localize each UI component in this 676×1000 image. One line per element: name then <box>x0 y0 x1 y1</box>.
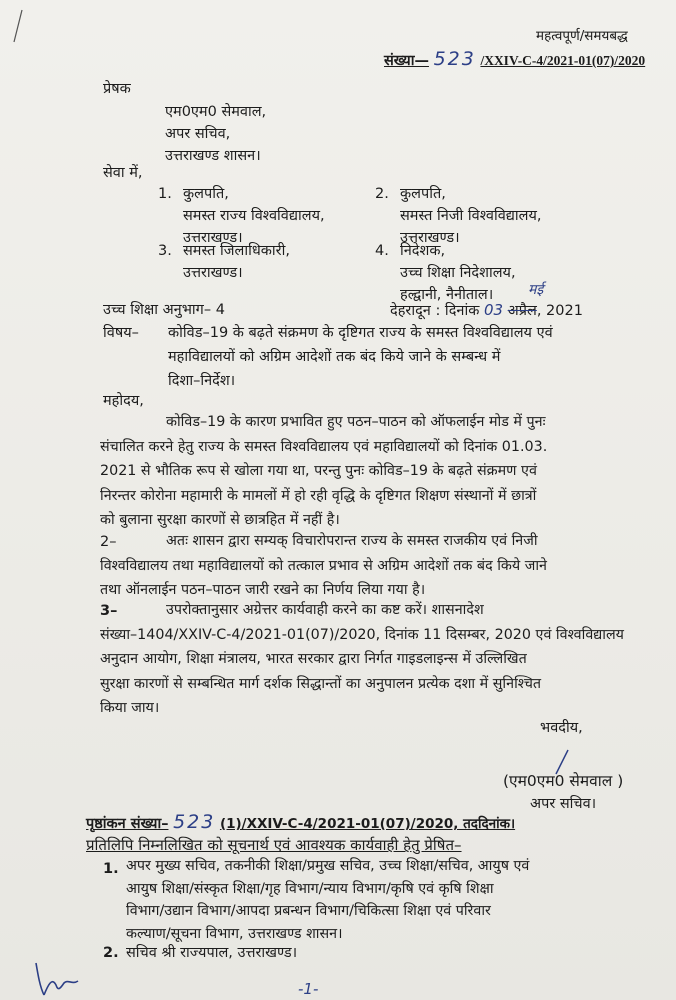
pen-stroke-mark <box>8 8 28 44</box>
recipient-1-line2: समस्त राज्य विश्वविद्यालय, <box>183 208 325 224</box>
para3-line: अनुदान आयोग, शिक्षा मंत्रालय, भारत सरकार द्वारा निर्गत गाइडलाइन्स में उल्लिखित <box>100 651 527 667</box>
para2-line: विश्वविद्यालय तथा महाविद्यालयों को तत्काल प्रभाव से अग्रिम आदेशों तक बंद किये जाने <box>100 557 547 574</box>
reference-line <box>384 50 645 70</box>
recipient-1-line1: कुलपति, <box>183 186 229 202</box>
endorsement-number-handwritten: 523 <box>173 811 216 833</box>
recipient-2-num: 2. <box>375 186 389 202</box>
endorsement-item-1-line: आयुष शिक्षा/संस्कृत शिक्षा/गृह विभाग/न्याय विभाग/कृषि एवं कृषि शिक्षा <box>126 880 494 897</box>
subject-line-1: कोविड–19 के बढ़ते संक्रमण के दृष्टिगत राज्य के समस्त विश्वविद्यालय एवं <box>168 325 553 341</box>
ref-label: संख्या— <box>384 53 429 69</box>
sender-label: प्रेषक <box>103 81 131 97</box>
para1-line: निरन्तर कोरोना महामारी के मामलों में हो रही वृद्धि के दृष्टिगत शिक्षण संस्थानों में छात्रों <box>100 487 537 504</box>
para1-line: कोविड–19 के कारण प्रभावित हुए पठन–पाठन को ऑफलाईन मोड में पुनः <box>166 414 546 430</box>
paragraph-3 <box>100 598 645 721</box>
para1-line: को बुलाना सुरक्षा कारणों से छात्रहित में नहीं है। <box>100 512 340 528</box>
paragraph-2 <box>100 529 645 603</box>
endorsement-copy-line: प्रतिलिपि निम्नलिखित को सूचनार्थ एवं आवश्यक कार्यवाही हेतु प्रेषित– <box>86 836 462 854</box>
date-year: , 2021 <box>536 303 583 319</box>
endorsement-item-1-num: 1. <box>103 861 119 877</box>
endorsement-item-1 <box>126 855 649 945</box>
endorsement-code: (1)/XXIV-C-4/2021-01(07)/2020, तददिनांक। <box>219 816 516 832</box>
closing-designation: अपर सचिव। <box>530 796 597 812</box>
recipients-label: सेवा में, <box>103 165 143 181</box>
ref-number-handwritten: 523 <box>433 48 476 70</box>
priority-label: महत्वपूर्ण/समयबद्ध <box>536 28 628 44</box>
recipient-4-line3: हल्द्वानी, नैनीताल। <box>400 287 494 303</box>
endorsement-item-1-line: विभाग/उद्यान विभाग/आपदा प्रबन्धन विभाग/चिकित्सा शिक्षा एवं परिवार <box>126 903 491 919</box>
para1-line: 2021 से भौतिक रूप से खोला गया था, परन्तु पुनः कोविड–19 के बढ़ते संक्रमण एवं <box>100 463 537 479</box>
ref-code: /XXIV-C-4/2021-01(07)/2020 <box>480 53 646 68</box>
date-month-handwritten: मई <box>528 282 544 298</box>
sender-name: एम0एम0 सेमवाल, <box>165 104 267 120</box>
salutation: महोदय, <box>103 393 144 409</box>
recipient-4-line2: उच्च शिक्षा निदेशालय, <box>400 265 516 281</box>
para3-line: किया जाय। <box>100 700 160 716</box>
paragraph-1 <box>100 410 645 533</box>
para2-line: तथा ऑनलाईन पठन–पाठन जारी रखने का निर्णय लिया गया है। <box>100 582 426 598</box>
para3-line: संख्या–1404/XXIV-C-4/2021-01(07)/2020, दिनांक 11 दिसम्बर, 2020 एवं विश्वविद्यालय <box>100 626 624 643</box>
endorsement-item-1-line: अपर मुख्य सचिव, तकनीकी शिक्षा/प्रमुख सचिव, उच्च शिक्षा/सचिव, आयुष एवं <box>126 858 530 874</box>
recipient-2-line2: समस्त निजी विश्वविद्यालय, <box>400 208 542 224</box>
date-line <box>390 301 583 320</box>
recipient-1-num: 1. <box>158 186 172 202</box>
page-number-mark: -1- <box>298 980 319 998</box>
section-name: उच्च शिक्षा अनुभाग– 4 <box>103 302 225 318</box>
subject-label: विषय– <box>103 325 139 341</box>
para3-number: 3– <box>100 603 118 619</box>
date-month-struck: अप्रैल <box>507 303 537 319</box>
endorsement-item-2-num: 2. <box>103 945 119 961</box>
sender-office: उत्तराखण्ड शासन। <box>165 148 261 164</box>
recipient-3-line1: समस्त जिलाधिकारी, <box>183 243 290 259</box>
para3-line: उपरोक्तानुसार अग्रेत्तर कार्यवाही करने का कष्ट करें। शासनादेश <box>166 602 484 618</box>
recipient-2-line3: उत्तराखण्ड। <box>400 230 460 246</box>
para1-line: संचालित करने हेतु राज्य के समस्त विश्वविद्यालय एवं महाविद्यालयों को दिनांक 01.03. <box>100 438 548 455</box>
recipient-1-line3: उत्तराखण्ड। <box>183 230 243 246</box>
sender-designation: अपर सचिव, <box>165 126 231 142</box>
date-day-handwritten: 03 <box>483 301 504 319</box>
para2-line: अतः शासन द्वारा सम्यक् विचारोपरान्त राज्य के समस्त राजकीय एवं निजी <box>166 533 538 549</box>
para3-line: सुरक्षा कारणों से सम्बन्धित मार्ग दर्शक सिद्धान्तों का अनुपालन प्रत्येक दशा में सुनिश्चित <box>100 675 542 692</box>
recipient-2-line1: कुलपति, <box>400 186 446 202</box>
endorsement-line <box>86 813 515 833</box>
recipient-4-line1: निदेशक, <box>400 243 446 259</box>
subject-line-3: दिशा–निर्देश। <box>168 373 236 389</box>
endorsement-label: पृष्ठांकन संख्या– <box>86 816 169 832</box>
closing-regards: भवदीय, <box>540 720 583 736</box>
recipient-3-line2: उत्तराखण्ड। <box>183 265 243 281</box>
subject-line-2: महाविद्यालयों को अग्रिम आदेशों तक बंद किये जाने के सम्बन्ध में <box>168 349 501 365</box>
closing-name: (एम0एम0 सेमवाल ) <box>503 772 624 790</box>
date-prefix: देहरादून : दिनांक <box>390 303 480 319</box>
endorsement-item-2-line: सचिव श्री राज्यपाल, उत्तराखण्ड। <box>126 945 298 961</box>
initials-mark <box>30 955 90 1000</box>
para2-number: 2– <box>100 534 117 550</box>
endorsement-item-1-line: कल्याण/सूचना विभाग, उत्तराखण्ड शासन। <box>126 925 343 942</box>
recipient-3-num: 3. <box>158 243 172 259</box>
recipient-4-num: 4. <box>375 243 389 259</box>
